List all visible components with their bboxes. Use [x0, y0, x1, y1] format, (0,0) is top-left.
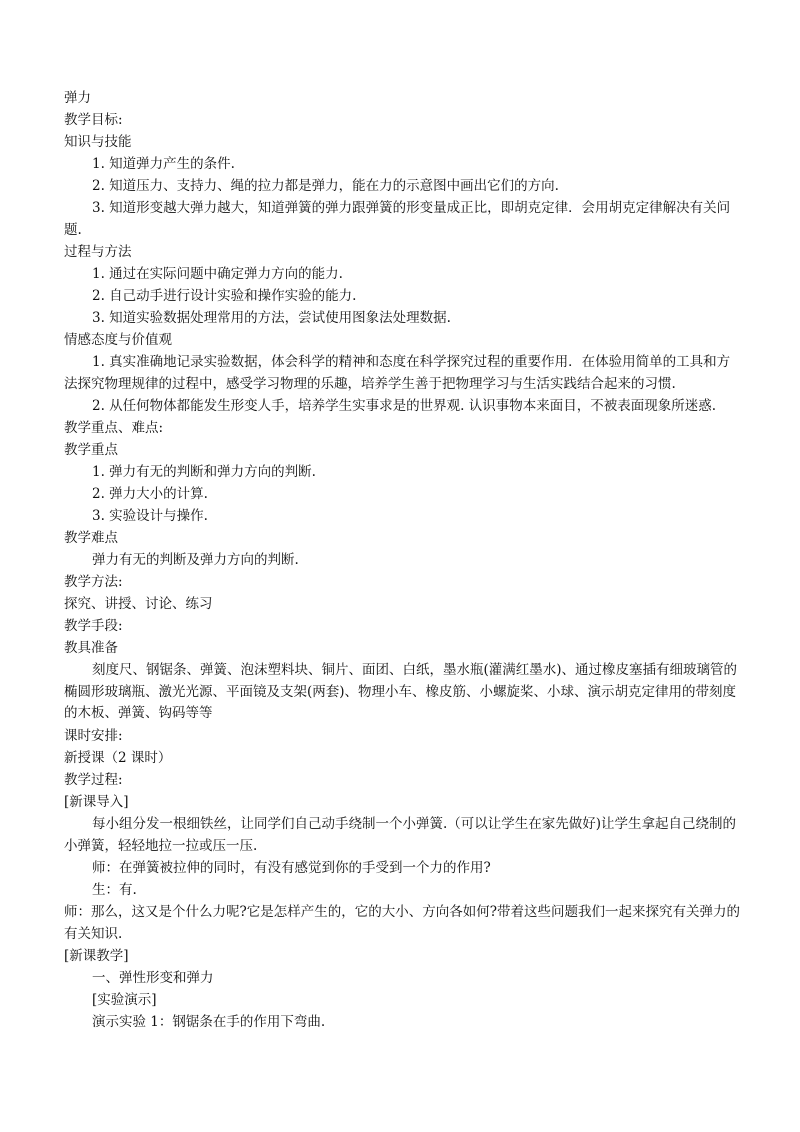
schedule-heading: 课时安排:	[64, 728, 123, 744]
difficulty-heading: 教学难点	[64, 530, 118, 546]
goals-heading: 教学目标:	[64, 112, 123, 128]
focus-item-1: 1. 弹力有无的判断和弹力方向的判断.	[92, 464, 316, 480]
means-heading: 教学手段:	[64, 618, 123, 634]
tools-heading: 教具准备	[64, 640, 118, 656]
emotion-item-2: 2. 从任何物体都能发生形变人手，培养学生实事求是的世界观. 认识事物本来面目，不被表面现象所迷惑.	[92, 398, 717, 414]
focus-item-2: 2. 弹力大小的计算.	[92, 486, 208, 502]
procedure-heading: 教学过程:	[64, 772, 123, 788]
knowledge-item-1: 1. 知道弹力产生的条件.	[92, 156, 235, 172]
intro-paragraph-1: 每小组分发一根细铁丝，让同学们自己动手绕制一个小弹簧.（可以让学生在家先做好)让学生拿起自己绕制的小弹簧，轻轻地拉一拉或压一压.	[64, 816, 737, 854]
demo-item-1: 演示实验 1：钢锯条在手的作用下弯曲.	[92, 1014, 326, 1030]
focus-item-3: 3. 实验设计与操作.	[92, 508, 208, 524]
process-item-2: 2. 自己动手进行设计实验和操作实验的能力.	[92, 288, 357, 304]
demo-heading: [实验演示]	[92, 992, 157, 1008]
methods-text: 探究、讲授、讨论、练习	[64, 596, 213, 612]
difficulty-item: 弹力有无的判断及弹力方向的判断.	[92, 552, 299, 568]
intro-paragraph-3: 生：有.	[92, 882, 137, 898]
intro-paragraph-4: 师：那么，这又是个什么力呢?它是怎样产生的，它的大小、方向各如何?带着这些问题我们一起来探究有关弹力的有关知识.	[64, 904, 740, 942]
knowledge-item-2: 2. 知道压力、支持力、绳的拉力都是弹力，能在力的示意图中画出它们的方向.	[92, 178, 559, 194]
knowledge-item-3: 3. 知道形变越大弹力越大，知道弹簧的弹力跟弹簧的形变量成正比，即胡克定律．会用胡克定律解决有关问题.	[64, 200, 731, 238]
process-item-3: 3. 知道实验数据处理常用的方法，尝试使用图象法处理数据.	[92, 310, 451, 326]
process-item-1: 1. 通过在实际问题中确定弹力方向的能力.	[92, 266, 343, 282]
schedule-text: 新授课（2 课时）	[64, 750, 172, 766]
emotion-item-1: 1. 真实准确地记录实验数据，体会科学的精神和态度在科学探究过程的重要作用．在体验用简单的工具和方法探究物理规律的过程中，感受学习物理的乐趣，培养学生善于把物理学习与生活实践结合起来的习惯.	[64, 354, 731, 392]
knowledge-heading: 知识与技能	[64, 134, 132, 150]
intro-heading: [新课导入]	[64, 794, 129, 810]
emotion-heading: 情感态度与价值观	[64, 332, 172, 348]
tools-text: 刻度尺、钢锯条、弹簧、泡沫塑料块、铜片、面团、白纸，墨水瓶(灌满红墨水)、通过橡皮塞插有细玻璃管的椭圆形玻璃瓶、激光光源、平面镜及支架(两套)、物理小车、橡皮筋、小螺旋桨、小球、演示胡克定律用的带刻度的木板、弹簧、钩码等等	[64, 662, 738, 722]
keypoints-heading: 教学重点、难点:	[64, 420, 164, 436]
method-heading: 教学方法:	[64, 574, 123, 590]
doc-title: 弹力	[64, 90, 91, 106]
intro-paragraph-2: 师：在弹簧被拉伸的同时，有没有感觉到你的手受到一个力的作用?	[92, 860, 491, 876]
process-heading: 过程与方法	[64, 244, 132, 260]
teach-heading: [新课教学]	[64, 948, 129, 964]
section-1-heading: 一、弹性形变和弹力	[92, 970, 214, 986]
focus-heading: 教学重点	[64, 442, 118, 458]
